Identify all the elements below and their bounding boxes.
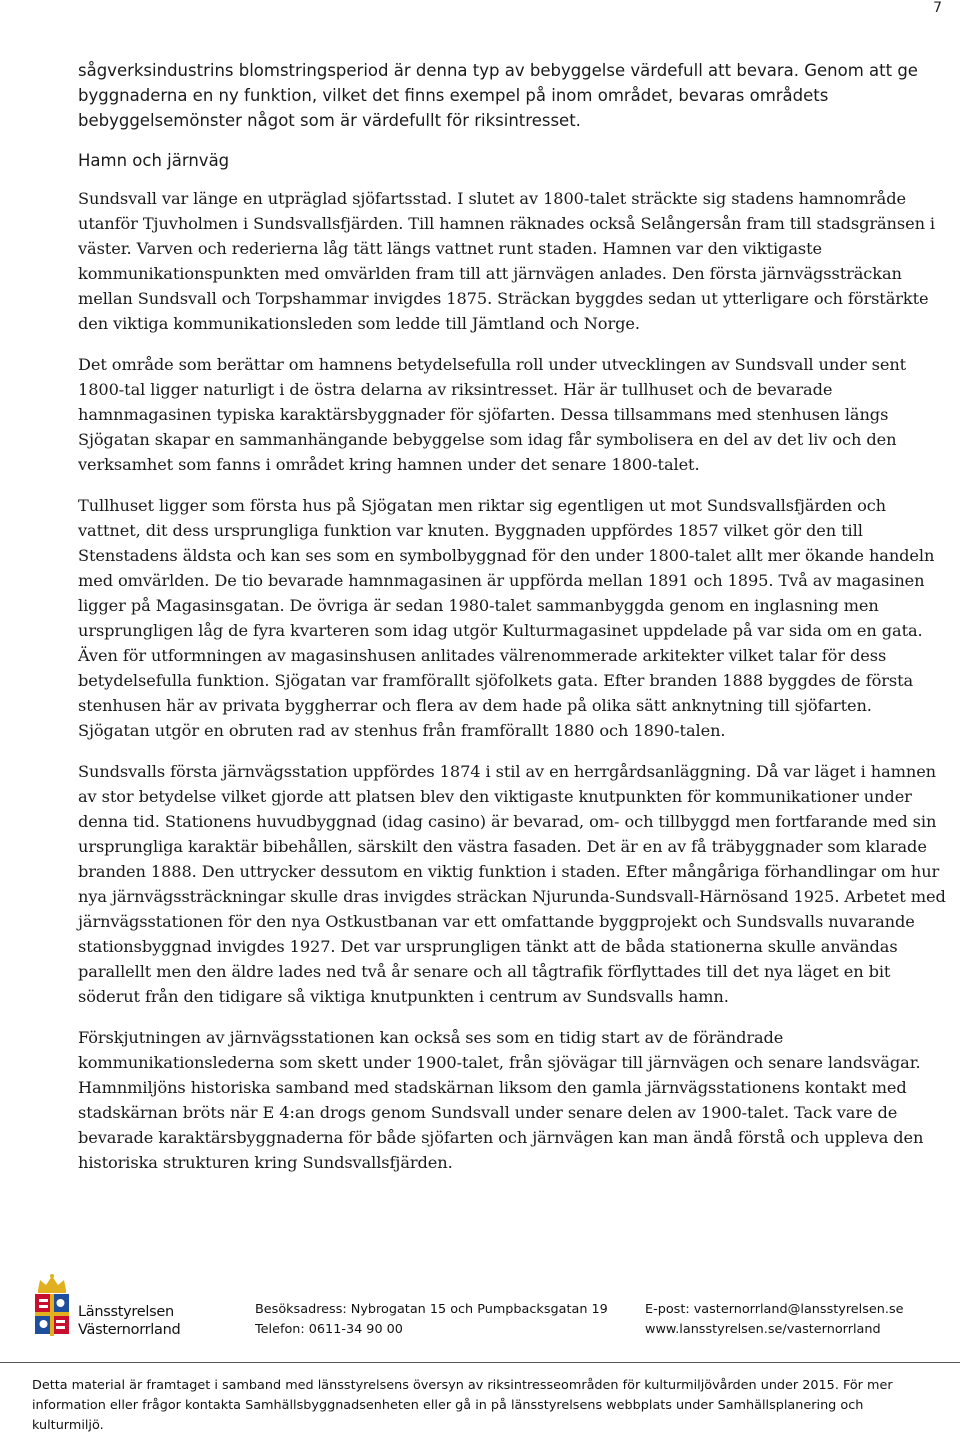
- page-number: 7: [933, 0, 942, 16]
- coat-of-arms-icon: [30, 1272, 74, 1342]
- phone-number: Telefon: 0611-34 90 00: [255, 1322, 403, 1337]
- intro-paragraph: sågverksindustrins blomstringsperiod är denna typ av bebyggelse värdefull att bevara. Genom att ge byggnaderna en ny funktion, vilket det finns exempel på inom området, bevaras områdets bebyggelsemönster något som är värdefullt för riksintresset.: [78, 61, 918, 130]
- logo-line-2: Västernorrland: [78, 1322, 181, 1338]
- logo-line-1: Länsstyrelsen: [78, 1304, 174, 1320]
- logo-text: [78, 1303, 180, 1339]
- body-paragraph-4: Sundsvalls första järnvägsstation uppfördes 1874 i stil av en herrgårdsanläggning. Då var läget i hamnen av stor betydelse vilket gjorde att platsen blev den viktigaste knutpunkten för kommunikationer under denna tid. Stationens huvudbyggnad (idag casino) är bevarad, om- och tillbyggd men fortfarande med sin ursprungliga karaktär bibehållen, särskilt den västra fasaden. Det är en av få träbyggnader som klarade branden 1888. Den uttrycker dessutom en viktig funktion i staden. Efter mångåriga förhandlingar om hur nya järnvägssträckningar skulle dras invigdes sträckan Njurunda-Sundsvall-Härnösand 1925. Arbetet med järnvägsstationen för den nya Ostkustbanan var ett omfattande byggprojekt och Sundsvalls nuvarande stationsbyggnad invigdes 1927. Det var ursprungligen tänkt att de båda stationerna skulle användas parallellt men den äldre lades ned två år senare och all tågtrafik förflyttades till det nya läget en bit söderut från den tidigare så viktiga knutpunkten i centrum av Sundsvalls hamn.: [78, 762, 946, 1006]
- contact-online-block: [645, 1300, 904, 1340]
- contact-address-block: [255, 1300, 608, 1340]
- visiting-address: Besöksadress: Nybrogatan 15 och Pumpbacksgatan 19: [255, 1302, 608, 1317]
- section-heading: Hamn och järnväg: [78, 151, 230, 170]
- page-footer: [0, 1268, 960, 1433]
- website-link[interactable]: www.lansstyrelsen.se/vasternorrland: [645, 1322, 881, 1337]
- main-content: [78, 58, 946, 1191]
- body-paragraph-1: Sundsvall var länge en utpräglad sjöfartsstad. I slutet av 1800-talet sträckte sig stadens hamnområde utanför Tjuvholmen i Sundsvallsfjärden. Till hamnen räknades också Selångersån fram till stadsgränsen i väster. Varven och rederierna låg tätt längs vattnet runt staden. Hamnen var den viktigaste kommunikationspunkten med omvärlden fram till att järnvägen anlades. Den första järnvägssträckan mellan Sundsvall och Torpshammar invigdes 1875. Sträckan byggdes sedan ut ytterligare och förstärkte den viktiga kommunikationsleden som ledde till Jämtland och Norge.: [78, 189, 936, 333]
- lansstyrelsen-logo: [30, 1272, 190, 1342]
- body-paragraph-3: Tullhuset ligger som första hus på Sjögatan men riktar sig egentligen ut mot Sundsvallsfjärden och vattnet, dit dess ursprungliga funktion var knuten. Byggnaden uppfördes 1857 vilket gör den till Stenstadens äldsta och kan ses som en symbolbyggnad för den under 1800-talet allt mer ökande handeln med omvärlden. De tio bevarade hamnmagasinen är uppförda mellan 1891 och 1895. Två av magasinen ligger på Magasinsgatan. De övriga är sedan 1980-talet sammanbyggda genom en inglasning men ursprungligen låg de fyra kvarteren som idag utgör Kulturmagasinet uppdelade på var sida om en gata. Även för utformningen av magasinshusen anlitades välrenommerade arkitekter vilket talar för dess betydelsefulla funktion. Sjögatan var framförallt sjöfolkets gata. Efter branden 1888 byggdes de första stenhusen här av privata byggherrar och flera av dem hade på olika sätt anknytning till sjöfarten. Sjögatan utgör en obruten rad av stenhus från framförallt 1880 och 1890-talen.: [78, 496, 935, 740]
- footer-disclaimer: Detta material är framtaget i samband med länsstyrelsens översyn av riksintresseområden för kulturmiljövården under 2015. För mer information eller frågor kontakta Samhällsbyggnadsenheten eller gå in på länsstyrelsens webbplats under Samhällsplanering och kulturmiljö.: [32, 1378, 893, 1433]
- footer-divider: [0, 1362, 960, 1363]
- email-link[interactable]: E-post: vasternorrland@lansstyrelsen.se: [645, 1302, 904, 1317]
- body-paragraph-5: Förskjutningen av järnvägsstationen kan också ses som en tidig start av de förändrade kommunikationslederna som skett under 1900-talet, från sjövägar till järnvägen och senare landsvägar. Hamnmiljöns historiska samband med stadskärnan liksom den gamla järnvägsstationens kontakt med stadskärnan bröts när E 4:an drogs genom Sundsvall under senare delen av 1900-talet. Tack vare de bevarade karaktärsbyggnaderna för både sjöfarten och järnvägen kan man ändå förstå och uppleva den historiska strukturen kring Sundsvallsfjärden.: [78, 1028, 924, 1172]
- body-paragraph-2: Det område som berättar om hamnens betydelsefulla roll under utvecklingen av Sundsvall under sent 1800-tal ligger naturligt i de östra delarna av riksintresset. Här är tullhuset och de bevarade hamnmagasinen typiska karaktärsbyggnader för sjöfarten. Dessa tillsammans med stenhusen längs Sjögatan skapar en sammanhängande bebyggelse som idag får symbolisera en del av det liv och den verksamhet som fanns i området kring hamnen under det senare 1800-talet.: [78, 355, 907, 474]
